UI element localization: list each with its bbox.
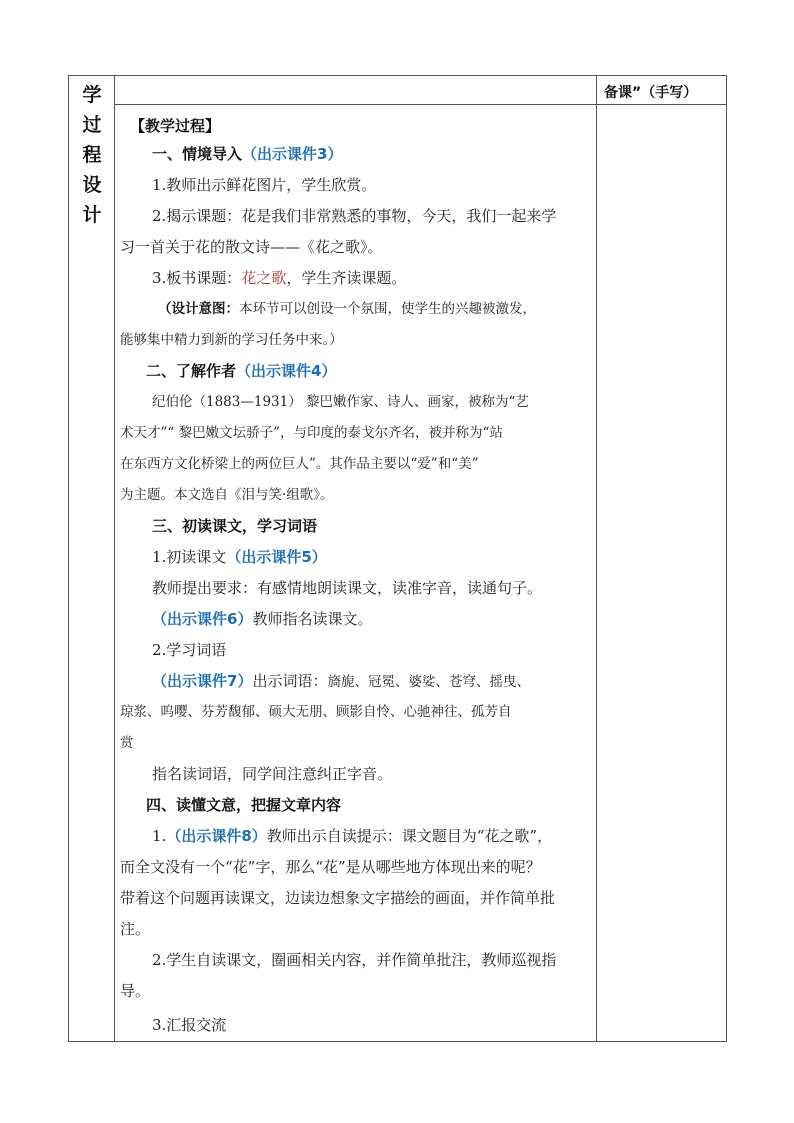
text-span: 教师指名读课文。 (252, 610, 373, 628)
paragraph: 带着这个问题再读课文，边读边想象文字描绘的画面，并作简单批 (120, 889, 556, 907)
paragraph: 习一首关于花的散文诗——《花之歌》。 (120, 238, 383, 256)
paragraph: 指名读词语，同学间注意纠正字音。 (152, 765, 393, 783)
paragraph: 导。 (120, 982, 151, 1000)
paragraph: 3.汇报交流 (152, 1016, 227, 1034)
paragraph: 2.学生自读课文，圈画相关内容，并作简单批注，教师巡视指 (152, 951, 557, 969)
section-title: 【教学过程】 (130, 117, 221, 135)
text-span: ，学生齐读课题。 (286, 269, 407, 287)
design-intent-label: （设计意图： (158, 301, 239, 317)
design-intent-cont: 能够集中精力到新的学习任务中来。） (120, 332, 343, 348)
handwritten-notes-area[interactable] (597, 105, 726, 1041)
paragraph: 2.揭示课题：花是我们非常熟悉的事物，今天，我们一起来学 (152, 207, 557, 225)
author-paragraph: 纪伯伦（1883—1931） 黎巴嫩作家、诗人、画家，被称为“艺 (152, 394, 529, 410)
step3-title: 三、初读课文，学习词语 (152, 517, 318, 535)
author-paragraph: 为主题。本文选自《泪与笑·组歌》。 (120, 487, 334, 503)
courseware-ref: （出示课件6） (152, 610, 253, 628)
text-span: 1. (152, 827, 167, 845)
vocabulary-words: 赏 (120, 735, 134, 751)
side-char: 过 (82, 114, 102, 136)
vocabulary-words: 旖旎、冠冕、婆娑、苍穹、摇曳、 (327, 674, 530, 690)
courseware-ref: （出示课件8） (166, 827, 267, 845)
courseware-ref: （出示课件3） (242, 145, 343, 163)
step2-heading (146, 361, 336, 381)
side-char: 程 (82, 144, 102, 166)
paragraph: 教师提出要求：有感情地朗读课文，读准字音，读通句子。 (152, 579, 543, 597)
design-intent (158, 299, 536, 319)
text-span: 教师出示自读提示：课文题目为“花之歌”， (266, 827, 553, 845)
step2-title: 二、了解作者 (146, 362, 237, 380)
author-paragraph: 术天才”“ 黎巴嫩文坛骄子”，与印度的泰戈尔齐名，被并称为“站 (120, 425, 503, 441)
side-char: 计 (82, 204, 102, 226)
vocabulary-words: 琼浆、呜嘤、芬芳馥郁、硕大无朋、顾影自怜、心驰神往、孤芳自 (120, 704, 512, 720)
step1-title: 一、情境导入 (152, 145, 243, 163)
paragraph: 而全文没有一个“花”字，那么“花”是从哪些地方体现出来的呢？ (120, 858, 541, 876)
paragraph: 1.教师出示鲜花图片，学生欣赏。 (152, 176, 377, 194)
step1-heading (152, 144, 342, 164)
side-char: 学 (82, 84, 102, 106)
courseware-ref: （出示课件4） (236, 362, 337, 380)
paragraph (152, 671, 530, 692)
text-span: 出示词语： (252, 672, 328, 690)
paragraph (152, 547, 327, 567)
paragraph (152, 609, 372, 629)
text-span: 1.初读课文 (152, 548, 227, 566)
paragraph: 2.学习词语 (152, 641, 227, 659)
courseware-ref: （出示课件7） (152, 672, 253, 690)
paragraph (152, 826, 552, 846)
courseware-ref: （出示课件5） (226, 548, 327, 566)
step4-title: 四、读懂文意，把握文章内容 (146, 796, 342, 814)
design-intent-text: 本环节可以创设一个氛围，使学生的兴趣被激发， (239, 301, 536, 317)
side-char: 设 (82, 174, 102, 196)
text-span: 3.板书课题： (152, 269, 242, 287)
author-paragraph: 在东西方文化桥梁上的两位巨人”。其作品主要以“爱”和“美” (120, 456, 479, 472)
handwritten-notes-header: 备课”（手写） (604, 85, 698, 101)
column-divider-left (114, 75, 115, 1042)
paragraph (152, 268, 406, 288)
side-label-teaching-process-design (70, 80, 114, 230)
lesson-title-red: 花之歌 (241, 269, 287, 287)
paragraph: 注。 (120, 920, 151, 938)
